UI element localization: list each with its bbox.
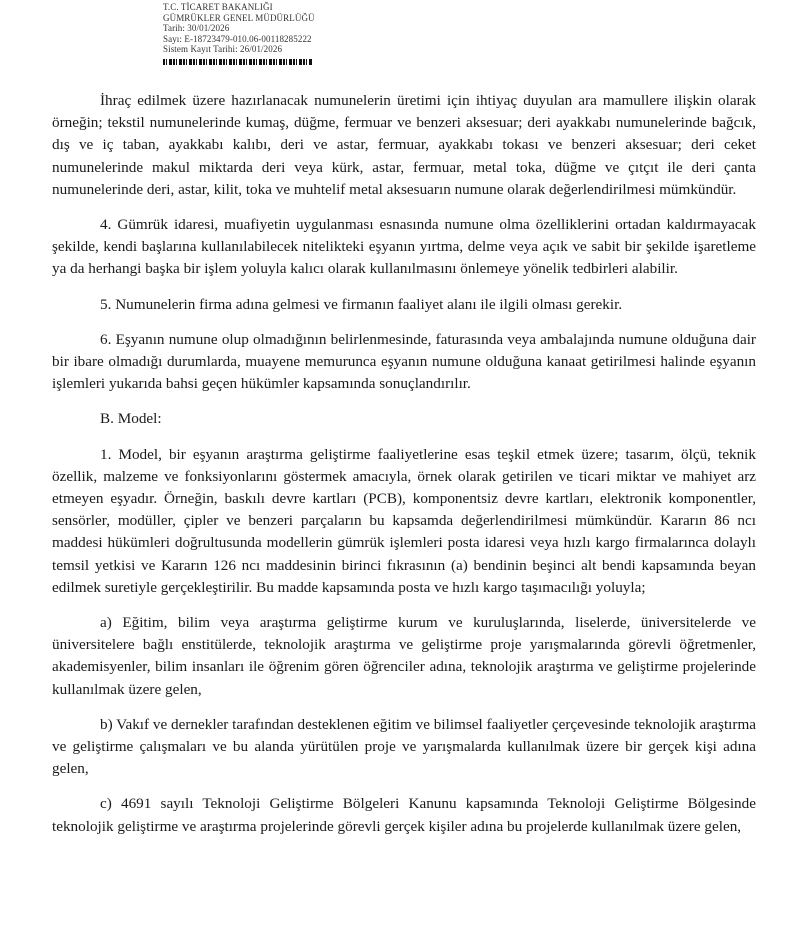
ministry-name: T.C. TİCARET BAKANLIĞI xyxy=(163,2,273,12)
barcode xyxy=(163,59,313,65)
paragraph-model-c: c) 4691 sayılı Teknoloji Geliştirme Bölgeleri Kanunu kapsamında Teknoloji Geliştirme Bölgesinde teknolojik geliştirme ve araştırma projelerinde görevli gerçek kişiler adına bu projelerde kullanılmak üzere gelen, xyxy=(52,795,756,835)
document-number: Sayı: E-18723479-010.06-00118285222 xyxy=(163,33,312,44)
paragraph-item-5: 5. Numunelerin firma adına gelmesi ve firmanın faaliyet alanı ile ilgili olması gerekir. xyxy=(100,295,623,313)
paragraph-model-b: b) Vakıf ve dernekler tarafından desteklenen eğitim ve bilimsel faaliyetler çerçevesinde teknolojik araştırma ve geliştirme çalışmaları ve bu alanda yürütülen proje ve yarışmalarda kullanılmak üzere bir gerçek kişi adına gelen, xyxy=(52,715,756,778)
document-date: Tarih: 30/01/2026 xyxy=(163,23,230,33)
document-header-stamp xyxy=(163,2,315,65)
paragraph-item-6: 6. Eşyanın numune olup olmadığının belirlenmesinde, faturasında veya ambalajında numune olduğuna dair bir ibare olmadığı durumlarda, muayene memurunca eşyanın numune olduğuna kanaat getirilmesi halinde eşyanın işlemleri yukarıda bahsi geçen hükümler kapsamında sonuçlandırılır. xyxy=(52,330,756,393)
document-body xyxy=(52,90,756,851)
section-heading-model: B. Model: xyxy=(100,410,162,428)
paragraph-item-4: 4. Gümrük idaresi, muafiyetin uygulanması esnasında numune olma özelliklerini ortadan kaldırmayacak şekilde, kendi başlarına kullanılabilecek nitelikteki eşyanın yırtma, delme veya açık ve sabit bir şekilde işaretleme ya da herhangi başka bir işlem yoluyla kalıcı olarak kullanılmasını önlemeye yönelik tedbirleri alabilir. xyxy=(52,216,756,278)
paragraph-model-a: a) Eğitim, bilim veya araştırma geliştirme kurum ve kuruluşlarında, liselerde, üniversitelerde ve üniversitelere bağlı enstitülerde, teknolojik araştırma ve geliştirme proje yarışmalarında görevli öğretmenler, akademisyenler, bilim insanları ile öğrenim gören öğrenciler adına, teknolojik araştırma ve geliştirme projelerinde kullanılmak üzere gelen, xyxy=(52,614,756,698)
directorate-name: GÜMRÜKLER GENEL MÜDÜRLÜĞÜ xyxy=(163,12,315,23)
paragraph-model-1: 1. Model, bir eşyanın araştırma geliştirme faaliyetlerine esas teşkil etmek üzere; tasarım, ölçü, teknik özellik, malzeme ve fonksiyonlarını göstermek amacıyla, örnek olarak getirilen ve ticari miktar ve mahiyet arz etmeyen eşyadır. Örneğin, baskılı devre kartları (PCB), komponentsiz devre kartları, elektronik komponentler, sensörler, modüller, çipler ve benzeri parçaların bu kapsamda değerlendirilmesi mümkündür. Kararın 86 ncı maddesi hükümleri doğrultusunda modellerin gümrük işlemleri posta idaresi veya hızlı kargo firmalarınca dolaylı temsil yetkisi ve Kararın 126 ncı maddesinin birinci fıkrasının (a) bendinin beşinci alt bendi kapsamında beyan edilmek suretiyle gerçekleştirilir. Bu madde kapsamında posta ve hızlı kargo taşımacılığı yoluyla; xyxy=(52,445,756,596)
paragraph-intro: İhraç edilmek üzere hazırlanacak numunelerin üretimi için ihtiyaç duyulan ara mamullere ilişkin olarak örneğin; tekstil numunelerinde kumaş, düğme, fermuar ve benzeri aksesuar; deri ayakkabı numunelerinde bağcık, dış ve iç taban, ayakkabı kalıbı, deri ve astar, fermuar, ayakkabı tokası ve benzeri aksesuar; deri ceket numunelerinde makul miktarda deri veya kürk, astar, fermuar, metal toka, düğme ve çıtçıt ile deri çanta numunelerinde deri, astar, kilit, toka ve muhtelif metal aksesuarın numune olarak değerlendirilmesi mümkündür. xyxy=(52,92,756,198)
registry-date: Sistem Kayıt Tarihi: 26/01/2026 xyxy=(163,44,283,54)
